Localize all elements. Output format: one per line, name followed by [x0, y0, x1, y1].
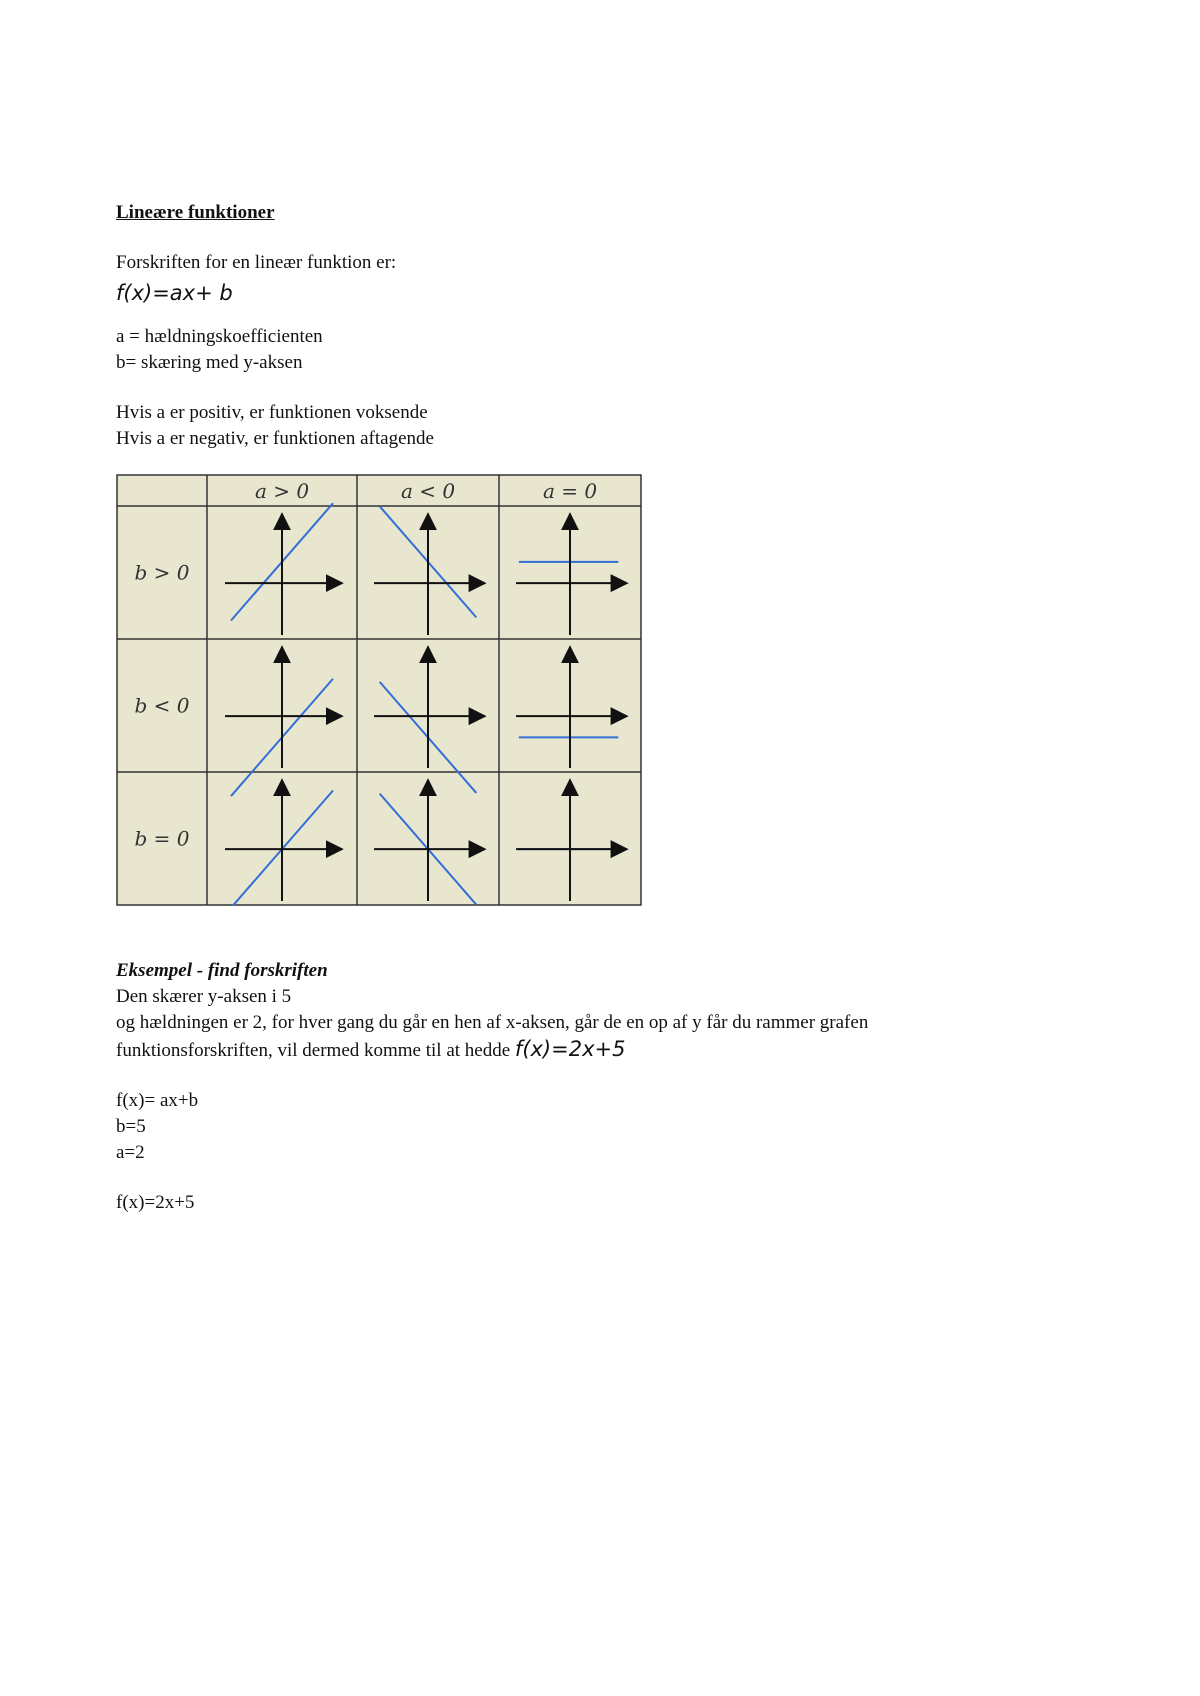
col-header: a < 0 — [400, 479, 456, 503]
intro-text: Forskriften for en lineær funktion er: — [116, 252, 397, 273]
step-general-form: f(x)= ax+b — [116, 1090, 199, 1111]
step-a-value: a=2 — [116, 1142, 145, 1163]
result-formula: f(x)=2x+5 — [116, 1192, 195, 1213]
example-line-3 — [116, 1036, 1076, 1064]
slope-intercept-figure — [116, 474, 642, 906]
example-line-3-text: funktionsforskriften, vil dermed komme til at hedde — [116, 1040, 515, 1061]
slope-intercept-grid — [116, 474, 642, 906]
example-heading: Eksempel - find forskriften — [116, 960, 328, 981]
step-b-value: b=5 — [116, 1116, 146, 1137]
row-header: b = 0 — [134, 826, 190, 851]
document-title: Lineære funktioner — [116, 202, 275, 223]
figure-background — [117, 475, 641, 905]
row-header: b < 0 — [134, 693, 190, 718]
col-header: a > 0 — [254, 479, 310, 503]
example-line-2: og hældningen er 2, for hver gang du går en hen af x-aksen, går de en op af y får du rammer grafen — [116, 1012, 869, 1033]
document-page — [116, 200, 1076, 1216]
col-header: a = 0 — [542, 479, 598, 503]
rule-negative: Hvis a er negativ, er funktionen aftagende — [116, 428, 434, 449]
row-header: b > 0 — [134, 560, 190, 585]
main-formula: f(x)=ax+ b — [116, 281, 233, 305]
definition-a: a = hældningskoefficienten — [116, 326, 323, 347]
definition-b: b= skæring med y-aksen — [116, 352, 303, 373]
rule-positive: Hvis a er positiv, er funktionen voksende — [116, 402, 428, 423]
example-inline-formula: f(x)=2x+5 — [514, 1037, 626, 1061]
example-line-1: Den skærer y-aksen i 5 — [116, 986, 292, 1007]
